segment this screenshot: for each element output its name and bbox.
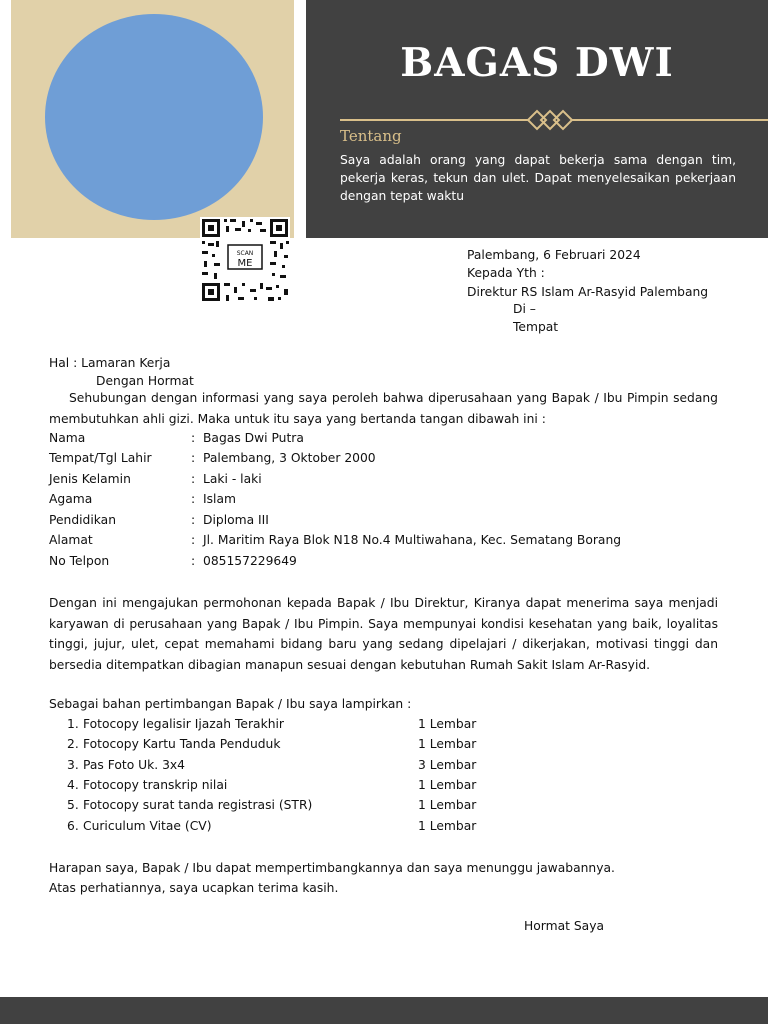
field-colon: : [191,431,196,445]
field-colon: : [191,554,196,568]
list-item-qty: 1 Lembar [418,737,477,751]
about-text: Saya adalah orang yang dapat bekerja sama dengan tim, pekerja keras, tekun dan ulet. Dapat menyelesaikan pekerjaan dengan tepat waktu [340,153,736,203]
recipient-di: Di – [513,302,536,316]
closing-line-1: Harapan saya, Bapak / Ibu dapat mempertimbangkannya dan saya menunggu jawabannya. [49,861,615,875]
field-label-ttl: Tempat/Tgl Lahir [49,451,152,465]
field-colon: : [191,472,196,486]
list-item-qty: 1 Lembar [418,798,477,812]
field-value-jenis-kelamin: Laki - laki [203,472,262,486]
list-item-number: 2. [67,737,79,751]
field-label-alamat: Alamat [49,533,93,547]
place-date: Palembang, 6 Februari 2024 [467,248,641,262]
list-item-number: 5. [67,798,79,812]
field-value-no-telpon: 085157229649 [203,554,297,568]
letter-subject: Hal : Lamaran Kerja [49,356,171,370]
letter-greeting: Dengan Hormat [96,374,194,388]
field-value-pendidikan: Diploma III [203,513,269,527]
field-label-nama: Nama [49,431,86,445]
field-colon: : [191,492,196,506]
list-item-qty: 3 Lembar [418,758,477,772]
field-value-agama: Islam [203,492,236,506]
list-item-qty: 1 Lembar [418,819,477,833]
recipient-to: Kepada Yth : [467,266,545,280]
intro-paragraph: Sehubungan dengan informasi yang saya peroleh bahwa diperusahaan yang Bapak / Ibu Pimpin sedang membutuhkan ahli gizi. Maka untuk itu saya yang bertanda tangan dibawah ini : [49,391,718,426]
field-value-ttl: Palembang, 3 Oktober 2000 [203,451,376,465]
field-value-alamat: Jl. Maritim Raya Blok N18 No.4 Multiwahana, Kec. Sematang Borang [203,533,622,547]
field-colon: : [191,451,196,465]
name-title: BAGAS DWI [400,40,674,86]
photo-panel [11,0,294,238]
field-label-pendidikan: Pendidikan [49,513,117,527]
list-item: Pas Foto Uk. 3x4 [83,758,185,772]
attachments-intro: Sebagai bahan pertimbangan Bapak / Ibu saya lampirkan : [49,697,412,711]
list-item: Fotocopy surat tanda registrasi (STR) [83,798,313,812]
qr-code-icon [200,217,290,303]
list-item: Curiculum Vitae (CV) [83,819,212,833]
field-label-agama: Agama [49,492,93,506]
list-item-number: 6. [67,819,79,833]
svg-text:ME: ME [237,258,253,269]
list-item-qty: 1 Lembar [418,778,477,792]
closing-line-2: Atas perhatiannya, saya ucapkan terima kasih. [49,881,339,895]
list-item: Fotocopy transkrip nilai [83,778,228,792]
list-item-number: 4. [67,778,79,792]
signoff: Hormat Saya [524,919,605,933]
field-colon: : [191,533,196,547]
header-panel [306,0,768,238]
recipient-name: Direktur RS Islam Ar-Rasyid Palembang [467,285,709,299]
about-heading: Tentang [340,127,402,145]
list-item-qty: 1 Lembar [418,717,477,731]
list-item-number: 1. [67,717,79,731]
field-colon: : [191,513,196,527]
field-label-no-telpon: No Telpon [49,554,110,568]
recipient-tempat: Tempat [513,320,559,334]
list-item-number: 3. [67,758,79,772]
list-item: Fotocopy legalisir Ijazah Terakhir [83,717,284,731]
footer-bar [0,997,768,1024]
svg-text:SCAN: SCAN [236,250,254,257]
field-label-jenis-kelamin: Jenis Kelamin [49,472,131,486]
body-paragraph: Dengan ini mengajukan permohonan kepada Bapak / Ibu Direktur, Kiranya dapat menerima saya menjadi karyawan di perusahaan yang Bapak / Ibu Pimpin. Saya mempunyai kondisi kesehatan yang baik, loyalitas tinggi, jujur, ulet, cepat memahami bidang baru yang sedang dipelajari / dikerjakan, motivasi tinggi dan bersedia ditempatkan dibagian manapun sesuai dengan kebutuhan Rumah Sakit Islam Ar-Rasyid. [49,596,718,672]
field-value-nama: Bagas Dwi Putra [203,431,304,445]
list-item: Fotocopy Kartu Tanda Penduduk [83,737,281,751]
profile-photo-placeholder [45,14,263,220]
